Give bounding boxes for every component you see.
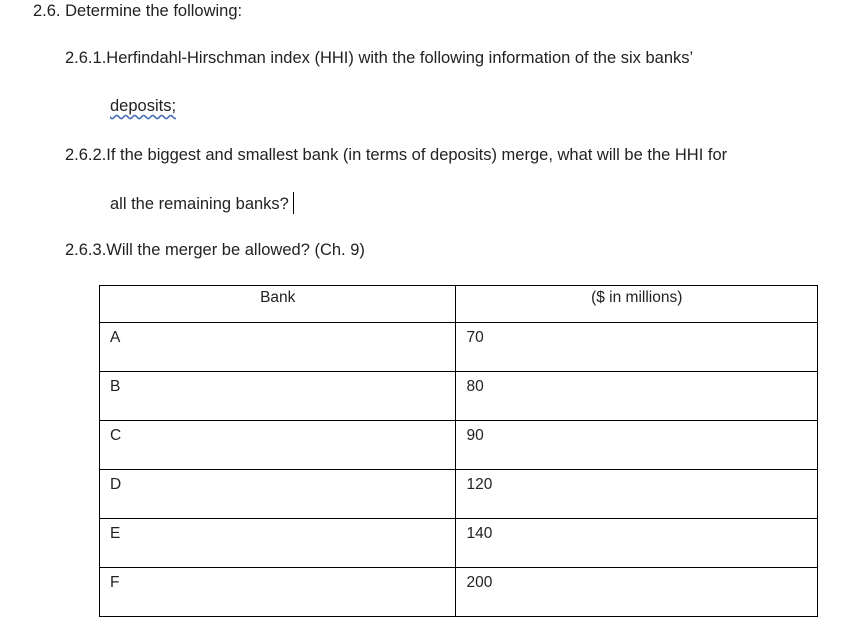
deposit-value: 90 [466, 427, 484, 444]
deposit-cell [456, 323, 818, 372]
bank-cell [100, 372, 456, 421]
section-heading: 2.6. Determine the following: [33, 2, 243, 20]
header-bank-label: Bank [260, 289, 296, 306]
bank-name: F [110, 574, 120, 591]
bank-cell [100, 421, 456, 470]
table-row [100, 568, 818, 617]
bank-name: B [110, 378, 121, 395]
spellcheck-flagged-word[interactable]: deposits; [110, 97, 177, 115]
bank-cell [100, 470, 456, 519]
question-2-6-1-line-2 [110, 96, 176, 116]
table-row [100, 519, 818, 568]
bank-cell [100, 519, 456, 568]
bank-name: A [110, 329, 121, 346]
header-deposits [456, 286, 818, 323]
table-header-row [100, 286, 818, 323]
deposit-cell [456, 519, 818, 568]
bank-name: D [110, 476, 122, 493]
question-2-6-1-line-1: 2.6.1.Herfindahl-Hirschman index (HHI) with the following information of the six banks’ [65, 49, 694, 67]
deposit-value: 120 [466, 476, 493, 493]
table-row [100, 323, 818, 372]
table-row [100, 372, 818, 421]
text-cursor [293, 192, 294, 214]
deposit-value: 200 [466, 574, 493, 591]
bank-name: C [110, 427, 122, 444]
deposit-cell [456, 372, 818, 421]
deposit-value: 140 [466, 525, 493, 542]
question-2-6-2-line-1: 2.6.2.If the biggest and smallest bank (in terms of deposits) merge, what will be the HHI for [65, 146, 728, 164]
bank-name: E [110, 525, 121, 542]
deposit-value: 70 [466, 329, 484, 346]
deposit-cell [456, 421, 818, 470]
deposit-cell [456, 568, 818, 617]
bank-cell [100, 568, 456, 617]
header-deposits-label: ($ in millions) [591, 289, 683, 306]
question-2-6-2-line-2-text: all the remaining banks? [110, 195, 289, 213]
table-row [100, 470, 818, 519]
deposit-value: 80 [466, 378, 484, 395]
table-row [100, 421, 818, 470]
deposit-cell [456, 470, 818, 519]
bank-cell [100, 323, 456, 372]
header-bank [100, 286, 456, 323]
bank-deposits-table [99, 285, 818, 617]
question-2-6-3: 2.6.3.Will the merger be allowed? (Ch. 9) [65, 241, 365, 259]
question-2-6-2-line-2 [110, 192, 294, 214]
